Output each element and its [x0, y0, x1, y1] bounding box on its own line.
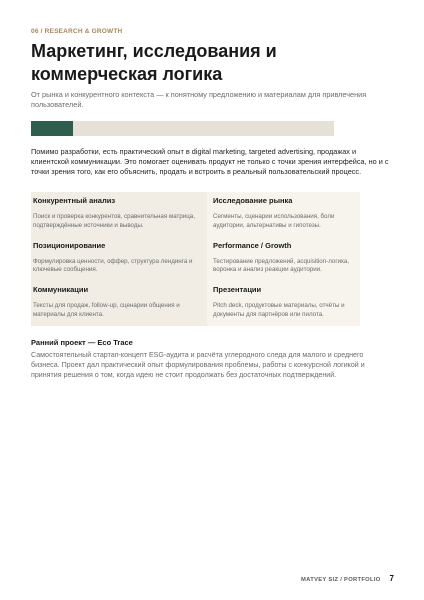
- skill-description: Тестирование предложений, acquisition-логика, воронка и анализ реакции аудитории.: [213, 257, 350, 274]
- skill-description: Сегменты, сценарии использования, боли аудитории, альтернативы и гипотезы.: [213, 213, 335, 229]
- intro-paragraph: Помимо разработки, есть практический опыт в digital marketing, targeted advertising, продажах и клиентской коммуникации. Это помогает оценивать продукт не только с точки зрения интерфейса, но и с точки зрения того, как его объяснить, продать и встроить в реальный пользовательский процесс.: [31, 147, 389, 176]
- page-title: [31, 40, 401, 86]
- skill-card-presentations: [207, 281, 360, 326]
- skill-title: Исследование рынка: [213, 196, 293, 205]
- skill-card-market-research: [207, 192, 360, 237]
- side-project-title: Ранний проект — Eco Trace: [31, 338, 133, 347]
- skill-description: Тексты для продаж, follow-up, сценарии общения и материалы для клиента.: [33, 302, 180, 318]
- title-line-2: коммерческая логика: [31, 64, 223, 84]
- progress-bar-fill: [31, 121, 73, 136]
- side-project-description: Самостоятельный стартап-концепт ESG-аудита и расчёта углеродного следа для малого и среднего бизнеса. Проект дал практический опыт формулирования проблемы, работы с конкурсной логикой и принятия решения о том, когда идею не стоит продолжать без достаточных подтверждений.: [31, 351, 365, 379]
- skill-description: Формулировка ценности, оффер, структура лендинга и ключевые сообщения.: [33, 257, 193, 274]
- title-line-1: Маркетинг, исследования и: [31, 41, 277, 61]
- progress-bar: [31, 121, 334, 136]
- skill-card-competitive-analysis: [31, 192, 207, 237]
- skills-grid: [31, 192, 360, 326]
- footer-label: MATVEY SIZ / PORTFOLIO: [301, 577, 381, 583]
- page-number: 7: [389, 574, 394, 583]
- skill-title: Презентации: [213, 285, 262, 295]
- skill-card-positioning: [31, 237, 207, 282]
- skill-title: Performance / Growth: [213, 240, 292, 250]
- skill-title: Коммуникации: [33, 285, 89, 295]
- skill-card-communications: [31, 281, 207, 326]
- skill-title: Конкурентный анализ: [33, 196, 116, 205]
- page-subtitle: От рынка и конкурентного контекста — к понятному предложению и материалам для привлечения пользователей.: [31, 90, 367, 109]
- section-label: 06 / RESEARCH & GROWTH: [31, 28, 123, 35]
- page-footer: [301, 574, 394, 583]
- skill-card-performance-growth: [207, 237, 360, 282]
- skill-title: Позиционирование: [33, 240, 106, 250]
- skill-description: Поиск и проверка конкурентов, сравнительная матрица, подтверждённые источники и выводы.: [33, 213, 195, 229]
- skill-description: Pitch deck, продуктовые материалы, отчёты и документы для партнёров или пилота.: [213, 302, 345, 318]
